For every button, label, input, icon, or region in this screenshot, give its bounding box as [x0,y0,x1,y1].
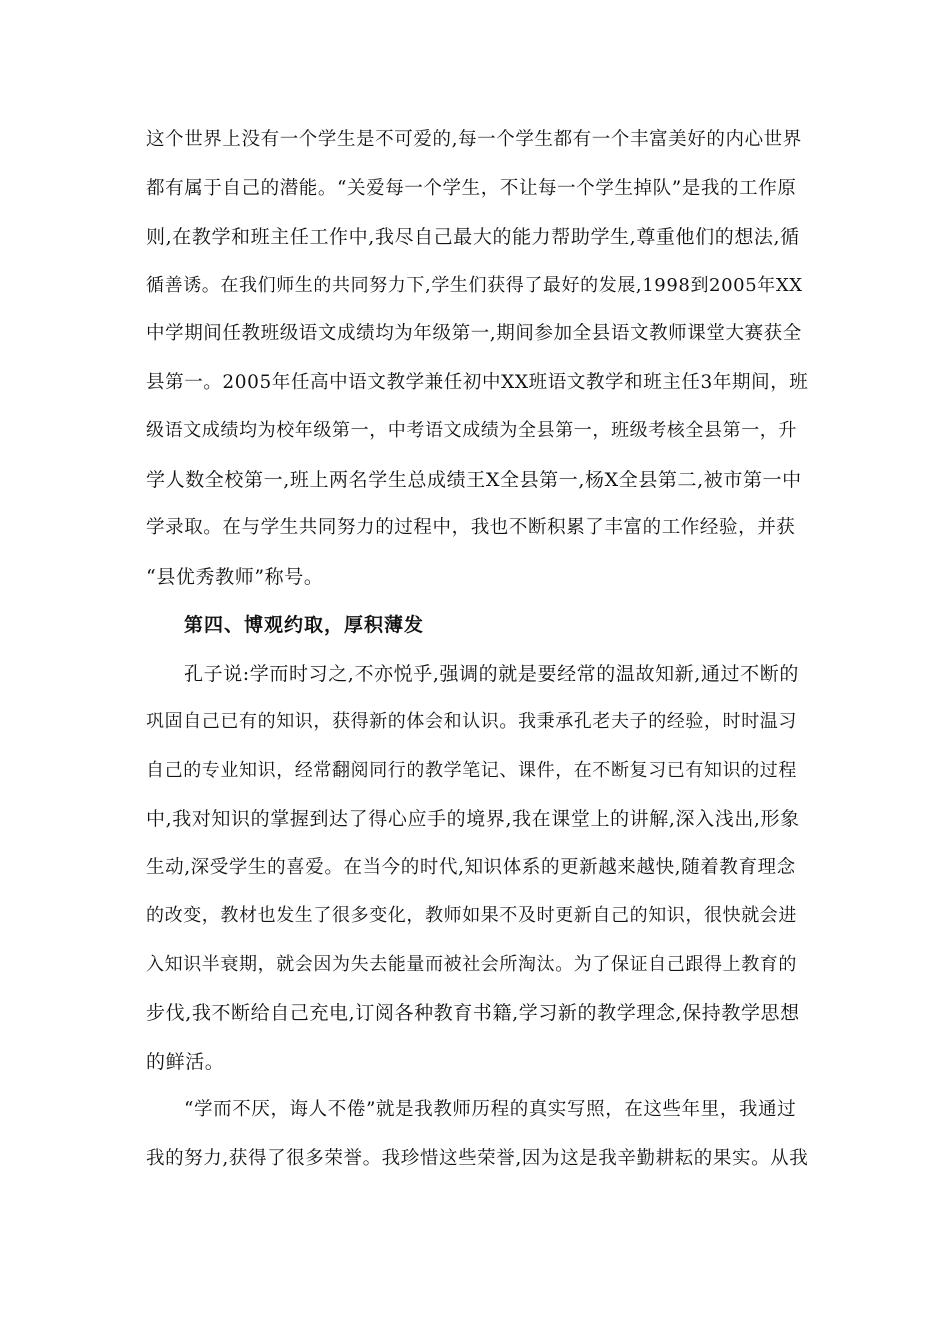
paragraph-line: 巩固自己已有的知识，获得新的体会和认识。我秉承孔老夫子的经验，时时温习 [146,711,797,732]
paragraph-line: “学而不厌，诲人不倦”就是我教师历程的真实写照，在这些年里，我通过 [184,1099,797,1120]
paragraph-line: 孔子说:学而时习之,不亦悦乎,强调的就是要经常的温故知新,通过不断的 [184,662,799,685]
paragraph-line: 则,在教学和班主任工作中,我尽自己最大的能力帮助学生,尊重他们的想法,循 [146,226,800,248]
paragraph-line: 的改变，教材也发生了很多变化，教师如果不及时更新自己的知识，很快就会进 [146,905,797,926]
paragraph-line: 循善诱。在我们师生的共同努力下,学生们获得了最好的发展,1998到2005年XX [146,274,803,296]
document-body [146,116,810,1183]
paragraph-line: 自己的专业知识，经常翻阅同行的教学笔记、课件，在不断复习已有知识的过程 [146,759,797,781]
paragraph-line: 都有属于自己的潜能。“关爱每一个学生，不让每一个学生掉队”是我的工作原 [146,177,797,199]
paragraph-line: 我的努力,获得了很多荣誉。我珍惜这些荣誉,因为这是我辛勤耕耘的果实。从我 [146,1147,809,1169]
section-heading: 第四、博观约取，厚积薄发 [184,614,425,636]
paragraph-line: 学人数全校第一,班上两名学生总成绩王X全县第一,杨X全县第二,被市第一中 [146,468,802,491]
paragraph-line: 的鲜活。 [146,1050,225,1073]
paragraph-line: 县第一。2005年任高中语文教学兼任初中XX班语文教学和班主任3年期间，班 [146,371,809,393]
paragraph-line: 入知识半衰期，就会因为失去能量而被社会所淘汰。为了保证自己跟得上教育的 [146,953,797,975]
paragraph-line: 中学期间任教班级语文成绩均为年级第一,期间参加全县语文教师课堂大赛获全 [146,323,802,344]
paragraph-line: 学录取。在与学生共同努力的过程中，我也不断积累了丰富的工作经验，并获 [146,517,796,538]
paragraph-line: 生动,深受学生的喜爱。在当今的时代,知识体系的更新越来越快,随着教育理念 [146,856,796,878]
paragraph-line: 这个世界上没有一个学生是不可爱的,每一个学生都有一个丰富美好的内心世界 [146,129,802,150]
paragraph-line: 步伐,我不断给自己充电,订阅各种教育书籍,学习新的教学理念,保持教学思想 [146,1002,800,1024]
paragraph-line: 级语文成绩均为校年级第一，中考语文成绩为全县第一，班级考核全县第一，升 [146,420,797,441]
paragraph-line: 中,我对知识的掌握到达了得心应手的境界,我在课堂上的讲解,深入浅出,形象 [146,808,800,830]
paragraph-line: “县优秀教师”称号。 [146,565,324,588]
